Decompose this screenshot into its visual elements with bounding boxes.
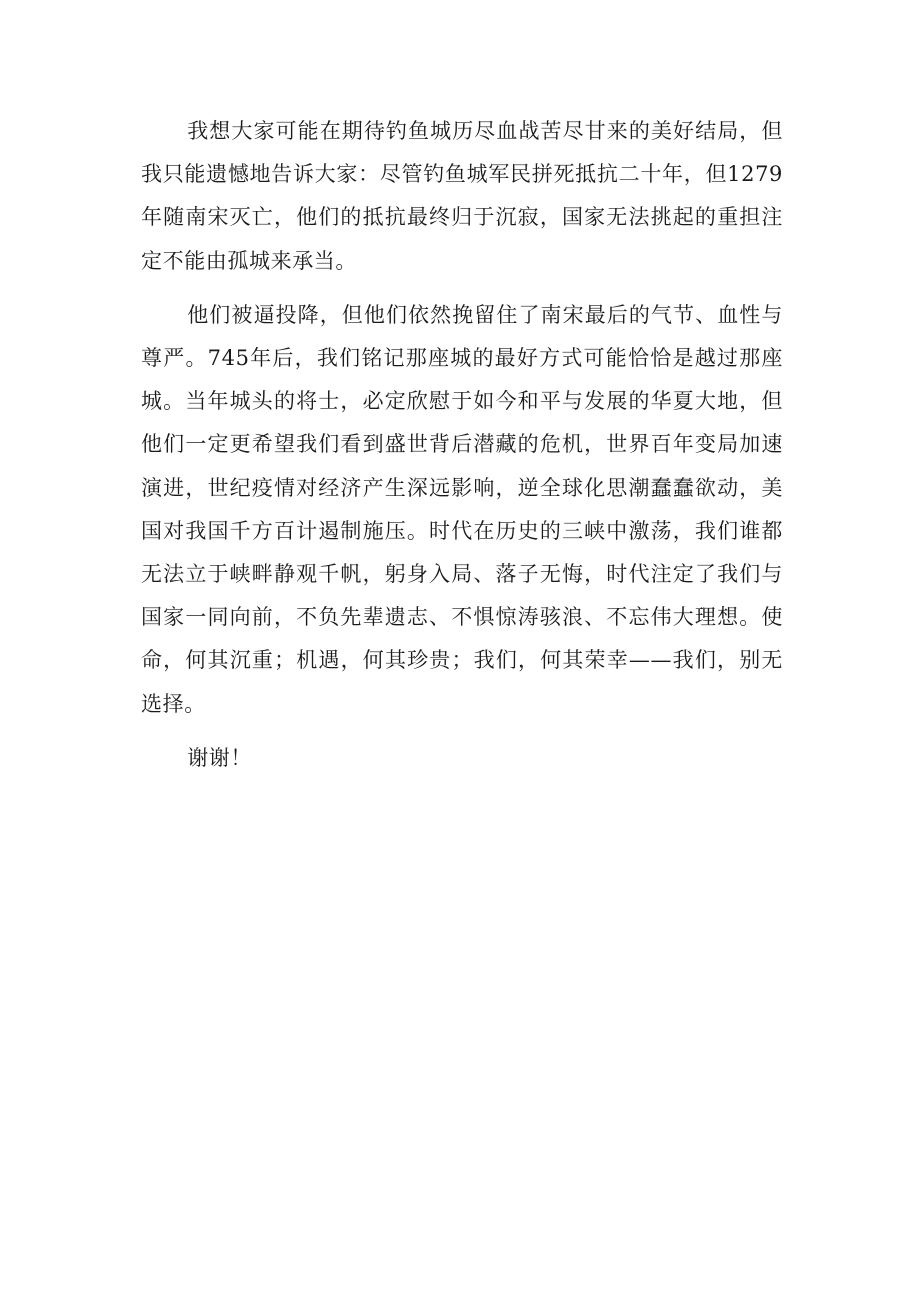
document-body [141,110,783,791]
paragraph-2: 他们被逼投降，但他们依然挽留住了南宋最后的气节、血性与尊严。745年后，我们铭记那座城的最好方式可能恰恰是越过那座城。当年城头的将士，必定欣慰于如今和平与发展的华夏大地，但他们一定更希望我们看到盛世背后潜藏的危机，世界百年变局加速演进，世纪疫情对经济产生深远影响，逆全球化思潮蠢蠢欲动，美国对我国千方百计遏制施压。时代在历史的三峡中激荡，我们谁都无法立于峡畔静观千帆，躬身入局、落子无悔，时代注定了我们与国家一同向前，不负先辈遗志、不惧惊涛骇浪、不忘伟大理想。使命，何其沉重；机遇，何其珍贵；我们，何其荣幸——我们，别无选择。 [141,302,783,716]
closing-thanks: 谢谢！ [187,745,252,770]
paragraph-1: 我想大家可能在期待钓鱼城历尽血战苦尽甘来的美好结局，但我只能遗憾地告诉大家：尽管钓鱼城军民拼死抵抗二十年，但1279年随南宋灭亡，他们的抵抗最终归于沉寂，国家无法挑起的重担注定不能由孤城来承当。 [141,119,783,273]
